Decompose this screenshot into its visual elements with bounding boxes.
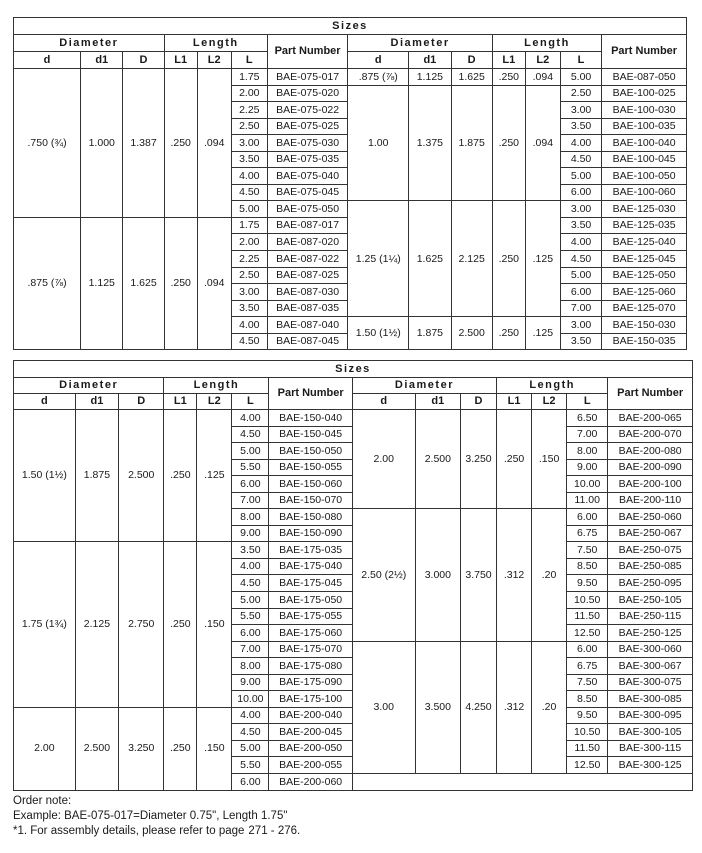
cell-l: 3.50: [560, 217, 601, 234]
cell-l: 2.25: [231, 251, 267, 268]
part-number-cell: BAE-175-045: [269, 575, 352, 592]
part-number-cell: BAE-200-060: [269, 774, 352, 791]
part-number-cell: BAE-200-050: [269, 740, 352, 757]
part-number-cell: BAE-200-065: [608, 410, 693, 427]
cell-d1: 3.000: [415, 509, 460, 641]
cell-d: 1.50 (1½): [14, 410, 76, 542]
part-number-header: Part Number: [269, 378, 352, 410]
cell-l: 6.75: [567, 658, 608, 675]
part-number-cell: BAE-087-025: [267, 267, 347, 284]
part-number-cell: BAE-150-055: [269, 459, 352, 476]
table-row: [14, 69, 687, 86]
cell-l: 10.00: [232, 691, 269, 708]
part-number-cell: BAE-125-040: [602, 234, 687, 251]
cell-l: 9.00: [232, 525, 269, 542]
part-number-cell: BAE-150-045: [269, 426, 352, 443]
cell-l1: .250: [492, 85, 525, 201]
cell-l: 7.00: [567, 426, 608, 443]
diameter-header: Diameter: [348, 35, 492, 52]
table-title: Sizes: [14, 18, 687, 35]
part-number-cell: BAE-175-035: [269, 542, 352, 559]
part-number-cell: BAE-075-035: [267, 151, 347, 168]
cell-l: 8.50: [567, 558, 608, 575]
column-header-d1: d1: [409, 52, 451, 69]
part-number-cell: BAE-250-115: [608, 608, 693, 625]
part-number-cell: BAE-175-070: [269, 641, 352, 658]
cell-l: 3.50: [560, 118, 601, 135]
cell-d1: 1.625: [409, 201, 451, 317]
cell-d: 3.250: [119, 707, 164, 790]
cell-l: 10.00: [567, 476, 608, 493]
column-header-d: d: [352, 394, 415, 410]
cell-d: 2.500: [451, 317, 492, 350]
part-number-cell: BAE-150-030: [602, 317, 687, 334]
part-number-cell: BAE-300-060: [608, 641, 693, 658]
cell-l1: .250: [492, 69, 525, 86]
part-number-cell: BAE-150-035: [602, 333, 687, 350]
part-number-cell: BAE-175-080: [269, 658, 352, 675]
part-number-cell: BAE-125-070: [602, 300, 687, 317]
cell-d: 2.00: [352, 410, 415, 509]
cell-l: 7.00: [560, 300, 601, 317]
cell-l: 4.00: [560, 234, 601, 251]
column-header-l2: L2: [525, 52, 560, 69]
cell-l2: .20: [532, 641, 567, 773]
part-number-cell: BAE-175-050: [269, 592, 352, 609]
part-number-cell: BAE-300-125: [608, 757, 693, 774]
cell-l: 12.50: [567, 757, 608, 774]
cell-l: 3.50: [231, 151, 267, 168]
cell-l: 3.00: [560, 201, 601, 218]
cell-l: 8.00: [232, 658, 269, 675]
part-number-cell: BAE-200-040: [269, 707, 352, 724]
part-number-cell: BAE-300-085: [608, 691, 693, 708]
cell-l: 10.50: [567, 592, 608, 609]
assembly-note: [13, 824, 300, 839]
part-number-cell: BAE-100-060: [602, 184, 687, 201]
cell-l: 5.50: [232, 608, 269, 625]
cell-l: 2.25: [231, 102, 267, 119]
column-header-l2: L2: [197, 394, 232, 410]
column-header-l: L: [231, 52, 267, 69]
cell-d: 2.125: [451, 201, 492, 317]
part-number-cell: BAE-200-110: [608, 492, 693, 509]
cell-d: 1.625: [123, 217, 164, 349]
order-note-heading: Order note:: [13, 795, 72, 807]
cell-d: 3.750: [461, 509, 497, 641]
part-number-header: Part Number: [608, 378, 693, 410]
part-number-cell: BAE-087-040: [267, 317, 347, 334]
order-notes: [13, 794, 300, 839]
cell-l: 4.50: [231, 333, 267, 350]
part-number-cell: BAE-175-055: [269, 608, 352, 625]
part-number-cell: BAE-300-067: [608, 658, 693, 675]
cell-l: 6.50: [567, 410, 608, 427]
part-number-cell: BAE-087-022: [267, 251, 347, 268]
cell-l: 5.00: [232, 740, 269, 757]
column-header-l1: L1: [164, 52, 197, 69]
cell-l: 2.00: [231, 234, 267, 251]
table-row: [14, 410, 693, 427]
cell-l: 1.75: [231, 217, 267, 234]
part-number-cell: BAE-150-040: [269, 410, 352, 427]
cell-d1: 1.375: [409, 85, 451, 201]
cell-l: 9.50: [567, 707, 608, 724]
cell-d: 1.25 (1¼): [348, 201, 409, 317]
length-header: Length: [497, 378, 608, 394]
cell-l1: .312: [497, 641, 532, 773]
cell-l2: .150: [532, 410, 567, 509]
cell-d1: 2.500: [415, 410, 460, 509]
part-number-cell: BAE-075-050: [267, 201, 347, 218]
cell-d: 1.00: [348, 85, 409, 201]
part-number-cell: BAE-250-125: [608, 625, 693, 642]
part-number-cell: BAE-300-075: [608, 674, 693, 691]
cell-l2: .125: [197, 410, 232, 542]
cell-d: 2.50 (2½): [352, 509, 415, 641]
cell-d: .875 (⅞): [348, 69, 409, 86]
cell-l: 4.50: [232, 426, 269, 443]
part-number-cell: BAE-100-050: [602, 168, 687, 185]
column-header-l1: L1: [164, 394, 197, 410]
part-number-cell: BAE-075-020: [267, 85, 347, 102]
part-number-cell: BAE-075-022: [267, 102, 347, 119]
column-header-d: D: [119, 394, 164, 410]
cell-l: 4.00: [232, 707, 269, 724]
cell-l: 5.00: [560, 267, 601, 284]
column-header-l1: L1: [492, 52, 525, 69]
assembly-note-text: *1. For assembly details, please refer to page: [13, 825, 245, 837]
cell-l: 5.00: [560, 168, 601, 185]
diameter-header: Diameter: [352, 378, 496, 394]
part-number-cell: BAE-150-060: [269, 476, 352, 493]
cell-l: 12.50: [567, 625, 608, 642]
part-number-cell: BAE-150-050: [269, 443, 352, 460]
cell-l2: .094: [525, 85, 560, 201]
cell-l: 6.00: [560, 184, 601, 201]
cell-l: 4.00: [231, 168, 267, 185]
column-header-d: D: [451, 52, 492, 69]
cell-l: 4.50: [231, 184, 267, 201]
cell-l: 2.50: [231, 267, 267, 284]
cell-d: 1.625: [451, 69, 492, 86]
cell-l: 5.50: [232, 459, 269, 476]
column-header-l2: L2: [197, 52, 231, 69]
empty-cell: [352, 774, 692, 791]
cell-l1: .312: [497, 509, 532, 641]
part-number-cell: BAE-200-045: [269, 724, 352, 741]
part-number-cell: BAE-150-090: [269, 525, 352, 542]
part-number-cell: BAE-075-030: [267, 135, 347, 152]
cell-l: 5.00: [560, 69, 601, 86]
part-number-cell: BAE-087-035: [267, 300, 347, 317]
length-header: Length: [164, 35, 267, 52]
part-number-header: Part Number: [267, 35, 347, 69]
cell-l: 3.00: [231, 284, 267, 301]
cell-l: 9.00: [232, 674, 269, 691]
part-number-cell: BAE-100-025: [602, 85, 687, 102]
cell-l2: .150: [197, 542, 232, 707]
part-number-cell: BAE-300-095: [608, 707, 693, 724]
column-header-l: L: [560, 52, 601, 69]
part-number-cell: BAE-125-030: [602, 201, 687, 218]
part-number-cell: BAE-175-060: [269, 625, 352, 642]
part-number-cell: BAE-075-040: [267, 168, 347, 185]
cell-l: 2.00: [231, 85, 267, 102]
part-number-cell: BAE-150-070: [269, 492, 352, 509]
cell-d1: 1.875: [409, 317, 451, 350]
column-header-d: d: [14, 394, 76, 410]
cell-l: 6.00: [232, 625, 269, 642]
cell-l: 4.00: [560, 135, 601, 152]
assembly-page-range: 271 - 276.: [248, 825, 301, 837]
column-header-d: D: [123, 52, 164, 69]
cell-d: 2.00: [14, 707, 76, 790]
part-number-cell: BAE-087-020: [267, 234, 347, 251]
part-number-cell: BAE-087-050: [602, 69, 687, 86]
cell-l2: .125: [525, 317, 560, 350]
part-number-cell: BAE-250-085: [608, 558, 693, 575]
cell-l: 7.00: [232, 641, 269, 658]
column-header-d: d: [348, 52, 409, 69]
part-number-cell: BAE-125-050: [602, 267, 687, 284]
cell-l: 11.00: [567, 492, 608, 509]
part-number-cell: BAE-250-067: [608, 525, 693, 542]
part-number-cell: BAE-200-090: [608, 459, 693, 476]
cell-l: 3.50: [560, 333, 601, 350]
part-number-cell: BAE-250-105: [608, 592, 693, 609]
cell-l: 9.50: [567, 575, 608, 592]
diameter-header: Diameter: [14, 35, 165, 52]
cell-d1: 1.125: [81, 217, 123, 349]
cell-d: 4.250: [461, 641, 497, 773]
cell-l: 6.00: [232, 774, 269, 791]
cell-l: 3.00: [560, 102, 601, 119]
table-title: Sizes: [14, 361, 693, 378]
cell-l: 6.00: [567, 509, 608, 526]
cell-l: 7.50: [567, 674, 608, 691]
column-header-l: L: [567, 394, 608, 410]
column-header-l2: L2: [532, 394, 567, 410]
part-number-cell: BAE-087-030: [267, 284, 347, 301]
cell-l: 4.50: [232, 724, 269, 741]
part-number-cell: BAE-087-045: [267, 333, 347, 350]
cell-d1: 2.125: [75, 542, 118, 707]
order-note-example: Example: BAE-075-017=Diameter 0.75", Length 1.75": [13, 810, 288, 822]
cell-l: 5.50: [232, 757, 269, 774]
part-number-cell: BAE-300-105: [608, 724, 693, 741]
cell-l: 2.50: [560, 85, 601, 102]
part-number-cell: BAE-250-095: [608, 575, 693, 592]
part-number-cell: BAE-150-080: [269, 509, 352, 526]
part-number-cell: BAE-200-100: [608, 476, 693, 493]
cell-d: 3.00: [352, 641, 415, 773]
part-number-cell: BAE-175-100: [269, 691, 352, 708]
cell-l1: .250: [497, 410, 532, 509]
cell-l2: .150: [197, 707, 232, 790]
cell-l2: .125: [525, 201, 560, 317]
cell-d: 1.875: [451, 85, 492, 201]
cell-d1: 3.500: [415, 641, 460, 773]
part-number-cell: BAE-075-045: [267, 184, 347, 201]
cell-l: 10.50: [567, 724, 608, 741]
part-number-cell: BAE-200-055: [269, 757, 352, 774]
cell-d: 2.750: [119, 542, 164, 707]
cell-l: 5.00: [232, 443, 269, 460]
cell-l1: .250: [164, 69, 197, 218]
cell-l1: .250: [164, 707, 197, 790]
part-number-cell: BAE-087-017: [267, 217, 347, 234]
cell-l: 3.00: [231, 135, 267, 152]
cell-d1: 1.875: [75, 410, 118, 542]
part-number-cell: BAE-175-040: [269, 558, 352, 575]
part-number-cell: BAE-100-040: [602, 135, 687, 152]
cell-l: 9.00: [567, 459, 608, 476]
cell-l: 8.00: [232, 509, 269, 526]
cell-l: 2.50: [231, 118, 267, 135]
part-number-header: Part Number: [602, 35, 687, 69]
part-number-cell: BAE-125-060: [602, 284, 687, 301]
column-header-d1: d1: [415, 394, 460, 410]
cell-l: 11.50: [567, 608, 608, 625]
cell-l: 8.50: [567, 691, 608, 708]
column-header-d: D: [461, 394, 497, 410]
part-number-cell: BAE-125-035: [602, 217, 687, 234]
part-number-cell: BAE-100-035: [602, 118, 687, 135]
part-number-cell: BAE-100-045: [602, 151, 687, 168]
cell-l2: .094: [197, 217, 231, 349]
cell-d1: 2.500: [75, 707, 118, 790]
cell-d: 1.387: [123, 69, 164, 218]
cell-d: 1.75 (1¾): [14, 542, 76, 707]
cell-d: 3.250: [461, 410, 497, 509]
column-header-l: L: [232, 394, 269, 410]
cell-l1: .250: [492, 201, 525, 317]
cell-d: 2.500: [119, 410, 164, 542]
cell-l: 11.50: [567, 740, 608, 757]
length-header: Length: [492, 35, 601, 52]
column-header-l1: L1: [497, 394, 532, 410]
diameter-header: Diameter: [14, 378, 164, 394]
sizes-table-1: [13, 17, 687, 350]
cell-l1: .250: [492, 317, 525, 350]
sizes-table-2: [13, 360, 693, 791]
cell-l: 4.00: [232, 558, 269, 575]
cell-l: 5.00: [231, 201, 267, 218]
cell-l: 4.50: [560, 251, 601, 268]
cell-l1: .250: [164, 410, 197, 542]
cell-l: 4.50: [232, 575, 269, 592]
part-number-cell: BAE-200-070: [608, 426, 693, 443]
part-number-cell: BAE-300-115: [608, 740, 693, 757]
cell-d: .750 (¾): [14, 69, 81, 218]
cell-d1: 1.125: [409, 69, 451, 86]
cell-l: 3.00: [560, 317, 601, 334]
cell-l: 6.00: [232, 476, 269, 493]
part-number-cell: BAE-075-017: [267, 69, 347, 86]
cell-l: 6.00: [567, 641, 608, 658]
part-number-cell: BAE-175-090: [269, 674, 352, 691]
cell-l: 6.75: [567, 525, 608, 542]
cell-l2: .094: [197, 69, 231, 218]
cell-l: 6.00: [560, 284, 601, 301]
part-number-cell: BAE-075-025: [267, 118, 347, 135]
part-number-cell: BAE-250-060: [608, 509, 693, 526]
part-number-cell: BAE-100-030: [602, 102, 687, 119]
length-header: Length: [164, 378, 269, 394]
cell-l: 5.00: [232, 592, 269, 609]
cell-l2: .094: [525, 69, 560, 86]
cell-l: 7.00: [232, 492, 269, 509]
cell-l: 4.00: [232, 410, 269, 427]
cell-l: 4.50: [560, 151, 601, 168]
cell-l: 7.50: [567, 542, 608, 559]
cell-l1: .250: [164, 217, 197, 349]
column-header-d1: d1: [81, 52, 123, 69]
cell-l: 4.00: [231, 317, 267, 334]
part-number-cell: BAE-125-045: [602, 251, 687, 268]
column-header-d1: d1: [75, 394, 118, 410]
cell-l: 3.50: [231, 300, 267, 317]
column-header-d: d: [14, 52, 81, 69]
cell-l1: .250: [164, 542, 197, 707]
cell-l: 3.50: [232, 542, 269, 559]
cell-d: .875 (⅞): [14, 217, 81, 349]
part-number-cell: BAE-250-075: [608, 542, 693, 559]
cell-d: 1.50 (1½): [348, 317, 409, 350]
cell-l: 8.00: [567, 443, 608, 460]
cell-l: 1.75: [231, 69, 267, 86]
cell-l2: .20: [532, 509, 567, 641]
part-number-cell: BAE-200-080: [608, 443, 693, 460]
cell-d1: 1.000: [81, 69, 123, 218]
